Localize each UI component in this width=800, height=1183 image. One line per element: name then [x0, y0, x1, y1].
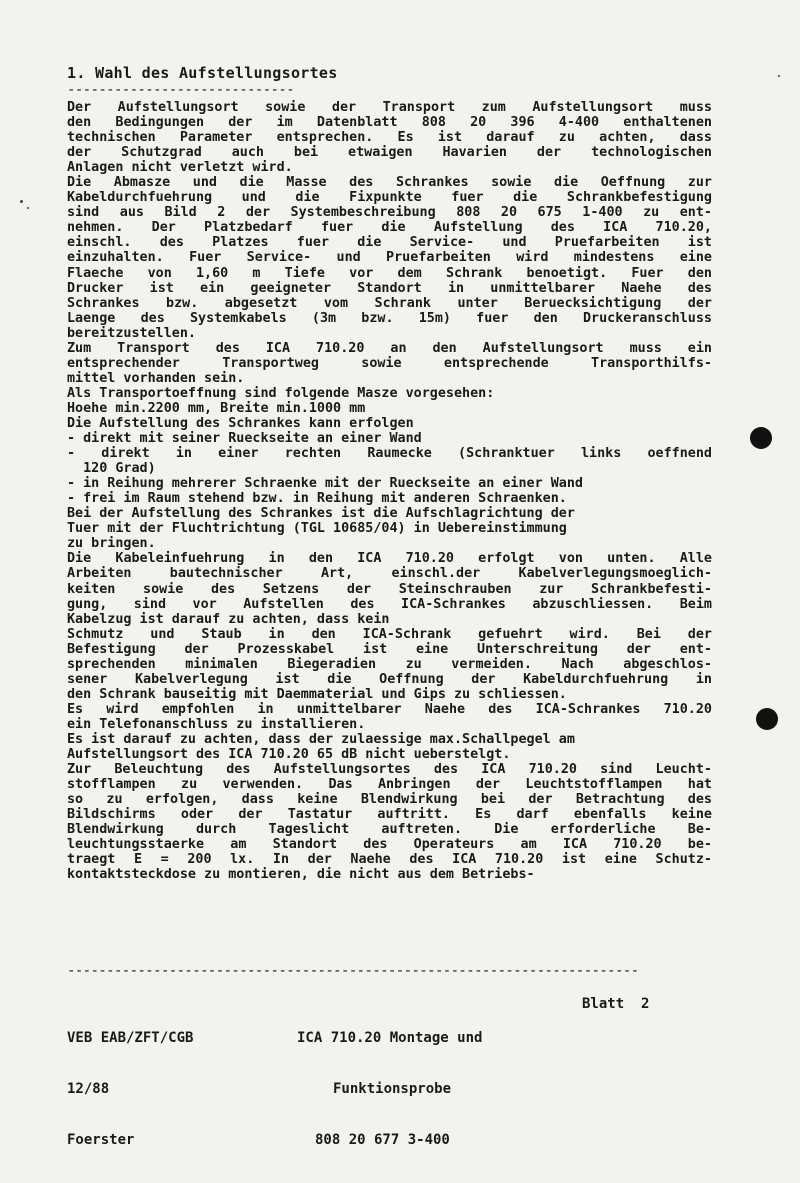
body-line: Flaeche von 1,60 m Tiefe vor dem Schrank benoetigt. Fuer den: [67, 265, 712, 281]
body-line: Die Aufstellung des Schrankes kann erfolgen: [67, 415, 414, 431]
body-line: bereitzustellen.: [67, 325, 196, 341]
scan-speck: [778, 75, 780, 77]
body-line: - frei im Raum stehend bzw. in Reihung mit anderen Schraenken.: [67, 491, 567, 507]
body-line: 120 Grad): [67, 461, 156, 477]
body-line: zu bringen.: [67, 536, 156, 552]
body-line: Schmutz und Staub in den ICA-Schrank gefuehrt wird. Bei der: [67, 626, 712, 642]
body-line: Bei der Aufstellung des Schrankes ist die Aufschlagrichtung der: [67, 506, 575, 522]
body-line: Drucker ist ein geeigneter Standort in unmittelbarer Naehe des: [67, 280, 712, 296]
body-line: stofflampen zu verwenden. Das Anbringen der Leuchtstofflampen hat: [67, 777, 712, 793]
body-line: keiten sowie des Setzens der Steinschrauben zur Schrankbefesti-: [67, 581, 712, 597]
body-line: - direkt mit seiner Rueckseite an einer Wand: [67, 431, 422, 447]
footer-document-title: [297, 996, 482, 1183]
body-line: Laenge des Systemkabels (3m bzw. 15m) fuer den Druckeranschluss: [67, 310, 712, 326]
body-line: traegt E = 200 lx. In der Naehe des ICA 710.20 ist eine Schutz-: [67, 852, 712, 868]
footer-title-line-1: ICA 710.20 Montage und: [297, 1030, 483, 1046]
body-line: Tuer mit der Fluchtrichtung (TGL 10685/04) in Uebereinstimmung: [67, 521, 567, 537]
body-line: Schrankes bzw. abgesetzt vom Schrank unter Beruecksichtigung der: [67, 295, 712, 311]
body-line: einschl. des Platzes fuer die Service- und Pruefarbeiten ist: [67, 235, 712, 251]
footer-title-line-2: Funktionsprobe: [333, 1081, 452, 1097]
body-line: - direkt in einer rechten Raumecke (Schranktuer links oeffnend: [67, 446, 712, 462]
body-line: Die Abmasze und die Masse des Schrankes sowie die Oeffnung zur: [67, 175, 712, 191]
footer-author: Foerster: [67, 1132, 135, 1148]
body-line: Kabelzug ist darauf zu achten, dass kein: [67, 611, 390, 627]
punch-hole: [756, 708, 778, 730]
body-line: einzuhalten. Fuer Service- und Pruefarbeiten wird mindestens eine: [67, 250, 712, 266]
body-line: so zu erfolgen, dass keine Blendwirkung bei der Betrachtung des: [67, 792, 712, 808]
body-line: kontaktsteckdose zu montieren, die nicht aus dem Betriebs-: [67, 867, 535, 883]
body-line: Es wird empfohlen in unmittelbarer Naehe des ICA-Schrankes 710.20: [67, 701, 712, 717]
body-line: Zum Transport des ICA 710.20 an den Aufstellungsort muss ein: [67, 340, 712, 356]
punch-hole: [750, 427, 772, 449]
footer-author-block: [67, 996, 193, 1183]
body-line: gung, sind vor Aufstellen des ICA-Schrankes abzuschliessen. Beim: [67, 596, 712, 612]
footer-date: 12/88: [67, 1081, 110, 1097]
body-line: Aufstellungsort des ICA 710.20 65 dB nicht ueberstelgt.: [67, 747, 511, 763]
body-line: Die Kabeleinfuehrung in den ICA 710.20 erfolgt von unten. Alle: [67, 551, 712, 567]
body-line: sprechenden minimalen Biegeradien zu vermeiden. Nach abgeschlos-: [67, 656, 712, 672]
body-text: [67, 100, 712, 882]
body-line: sener Kabelverlegung ist die Oeffnung der Kabeldurchfuehrung in: [67, 671, 712, 687]
body-line: der Schutzgrad auch bei etwaigen Havarien der technologischen: [67, 145, 712, 161]
body-line: sind aus Bild 2 der Systembeschreibung 808 20 675 1-400 zu ent-: [67, 205, 712, 221]
body-line: - in Reihung mehrerer Schraenke mit der Rueckseite an einer Wand: [67, 476, 583, 492]
scan-speck: [20, 200, 23, 203]
body-line: Zur Beleuchtung des Aufstellungsortes des ICA 710.20 sind Leucht-: [67, 762, 712, 778]
footer-sheet-number: Blatt 2: [582, 996, 650, 1012]
heading-underline: -----------------------------: [67, 82, 295, 98]
body-line: Als Transportoeffnung sind folgende Masze vorgesehen:: [67, 385, 495, 401]
body-line: Hoehe min.2200 mm, Breite min.1000 mm: [67, 400, 366, 416]
body-line: nehmen. Der Platzbedarf fuer die Aufstellung des ICA 710.20,: [67, 220, 712, 236]
body-line: ein Telefonanschluss zu installieren.: [67, 716, 366, 732]
body-line: leuchtungsstaerke am Standort des Operateurs am ICA 710.20 be-: [67, 837, 712, 853]
body-line: Anlagen nicht verletzt wird.: [67, 160, 293, 176]
body-line: entsprechender Transportweg sowie entsprechende Transporthilfs-: [67, 355, 712, 371]
body-line: Kabeldurchfuehrung und die Fixpunkte fuer die Schrankbefestigung: [67, 190, 712, 206]
body-line: Arbeiten bautechnischer Art, einschl.der Kabelverlegungsmoeglich-: [67, 566, 712, 582]
body-line: technischen Parameter entsprechen. Es ist darauf zu achten, dass: [67, 130, 712, 146]
body-line: Bildschirms oder der Tastatur auftritt. Es darf ebenfalls keine: [67, 807, 712, 823]
footer-document-number: 808 20 677 3-400: [315, 1132, 450, 1148]
body-line: Befestigung der Prozesskabel ist eine Unterschreitung der ent-: [67, 641, 712, 657]
footer-separator: -------------------------------------------------------------------------: [67, 963, 639, 979]
body-line: den Bedingungen der im Datenblatt 808 20 396 4-400 enthaltenen: [67, 115, 712, 131]
body-line: Der Aufstellungsort sowie der Transport zum Aufstellungsort muss: [67, 100, 712, 115]
scan-speck: [27, 207, 29, 209]
section-heading: 1. Wahl des Aufstellungsortes: [67, 64, 338, 82]
body-line: Es ist darauf zu achten, dass der zulaessige max.Schallpegel am: [67, 731, 575, 747]
body-line: mittel vorhanden sein.: [67, 370, 245, 386]
footer-organization: VEB EAB/ZFT/CGB: [67, 1030, 194, 1046]
body-line: Blendwirkung durch Tageslicht auftreten. Die erforderliche Be-: [67, 822, 712, 838]
body-line: den Schrank bauseitig mit Daemmaterial und Gips zu schliessen.: [67, 686, 567, 702]
